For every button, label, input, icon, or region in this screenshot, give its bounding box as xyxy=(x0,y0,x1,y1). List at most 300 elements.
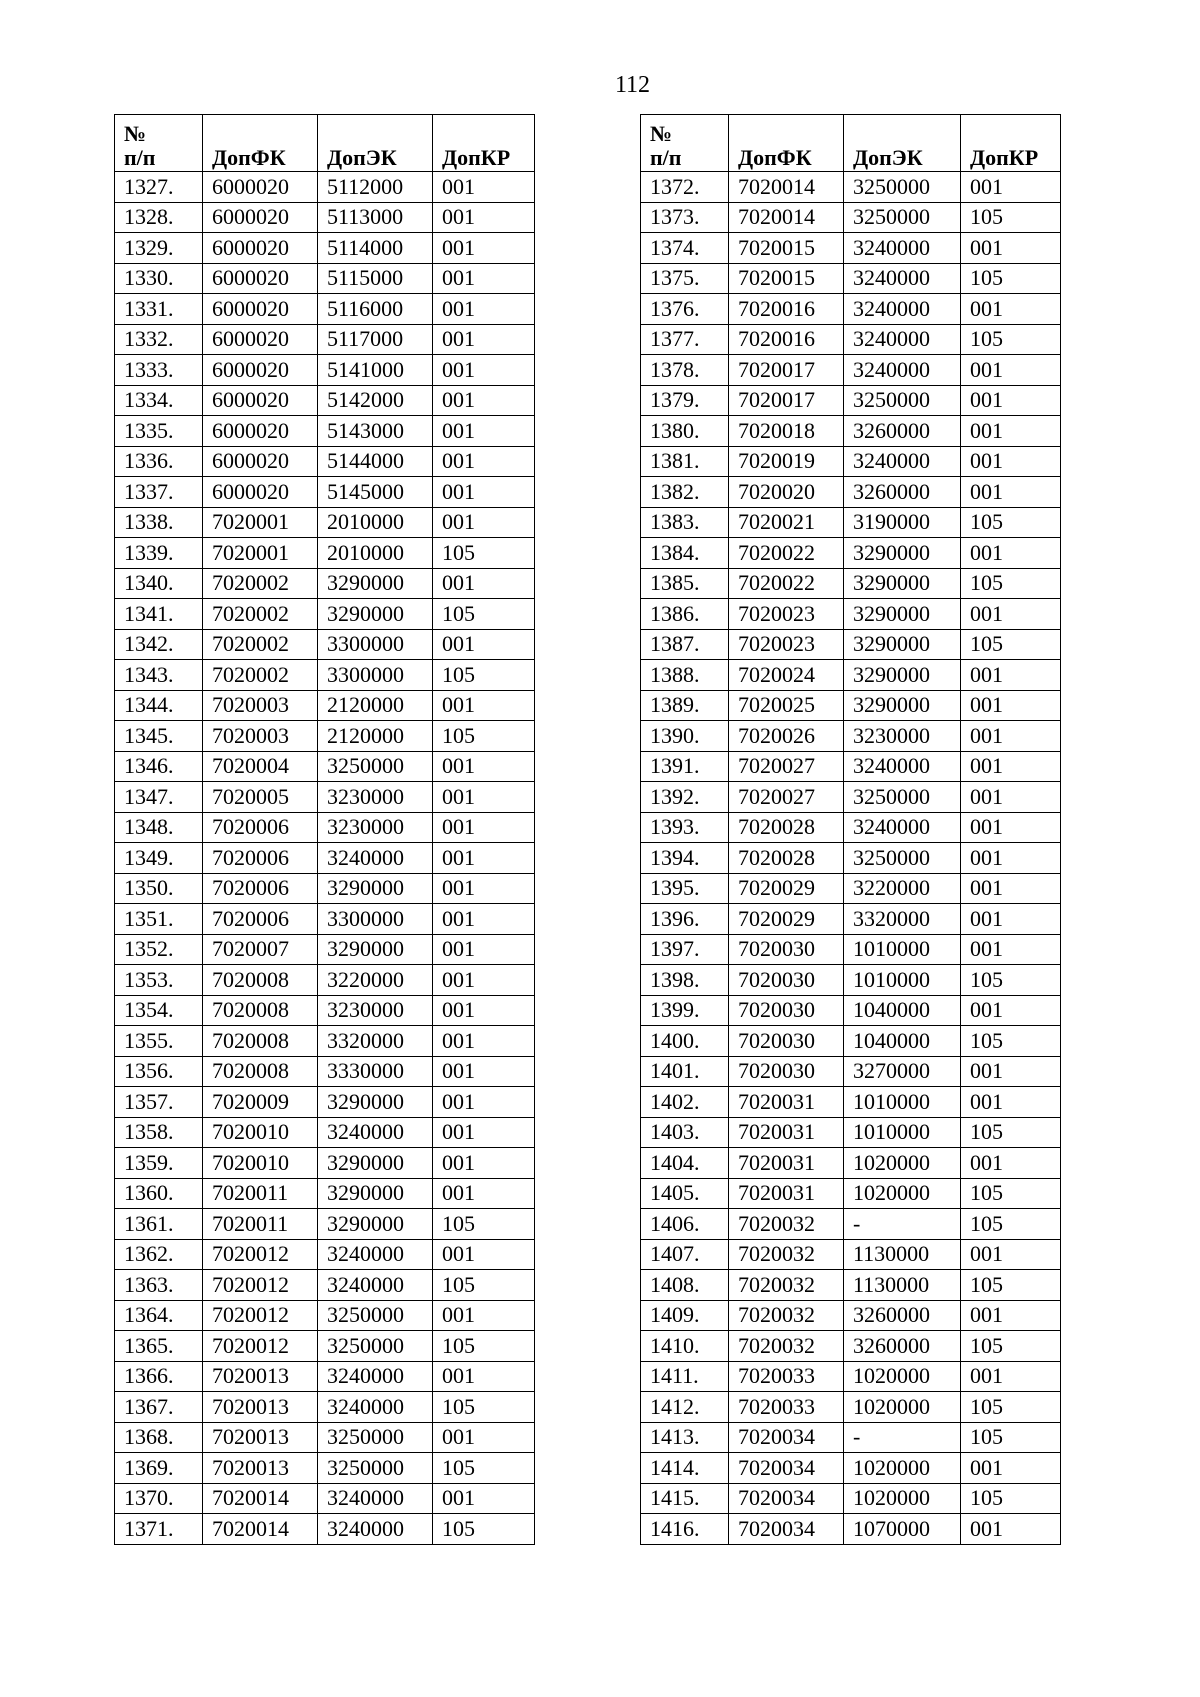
cell-number: 1416. xyxy=(641,1514,729,1545)
cell-dop-fk: 7020009 xyxy=(203,1087,318,1118)
cell-dop-fk: 7020033 xyxy=(729,1392,844,1423)
cell-dop-ek: 5113000 xyxy=(318,202,433,233)
cell-number: 1410. xyxy=(641,1331,729,1362)
cell-dop-ek: 2120000 xyxy=(318,690,433,721)
cell-dop-kr: 001 xyxy=(433,172,535,203)
table-row xyxy=(115,1361,535,1392)
cell-dop-fk: 7020032 xyxy=(729,1331,844,1362)
cell-dop-kr: 001 xyxy=(961,782,1061,813)
cell-dop-fk: 7020030 xyxy=(729,965,844,996)
cell-number: 1373. xyxy=(641,202,729,233)
cell-dop-fk: 7020029 xyxy=(729,904,844,935)
header-dop-kr: ДопКР xyxy=(961,115,1061,172)
cell-dop-fk: 7020030 xyxy=(729,1026,844,1057)
cell-dop-fk: 7020013 xyxy=(203,1422,318,1453)
table-row xyxy=(115,416,535,447)
table-row xyxy=(115,690,535,721)
cell-number: 1348. xyxy=(115,812,203,843)
cell-number: 1339. xyxy=(115,538,203,569)
table-row xyxy=(641,385,1061,416)
cell-dop-fk: 7020008 xyxy=(203,1056,318,1087)
cell-number: 1333. xyxy=(115,355,203,386)
cell-dop-ek: 1130000 xyxy=(844,1239,961,1270)
cell-number: 1390. xyxy=(641,721,729,752)
cell-number: 1361. xyxy=(115,1209,203,1240)
cell-number: 1359. xyxy=(115,1148,203,1179)
cell-dop-kr: 001 xyxy=(433,263,535,294)
cell-dop-fk: 7020010 xyxy=(203,1148,318,1179)
cell-number: 1397. xyxy=(641,934,729,965)
cell-dop-kr: 001 xyxy=(961,904,1061,935)
cell-dop-fk: 7020014 xyxy=(203,1514,318,1545)
header-dop-kr: ДопКР xyxy=(433,115,535,172)
cell-dop-fk: 7020012 xyxy=(203,1331,318,1362)
cell-dop-kr: 001 xyxy=(961,995,1061,1026)
cell-dop-kr: 105 xyxy=(433,1331,535,1362)
cell-dop-ek: 3300000 xyxy=(318,660,433,691)
cell-dop-kr: 001 xyxy=(961,934,1061,965)
cell-dop-kr: 001 xyxy=(961,1361,1061,1392)
cell-dop-ek: 3290000 xyxy=(318,934,433,965)
table-row xyxy=(641,294,1061,325)
cell-dop-kr: 105 xyxy=(433,1514,535,1545)
cell-number: 1345. xyxy=(115,721,203,752)
cell-dop-kr: 105 xyxy=(961,1422,1061,1453)
cell-dop-ek: 3320000 xyxy=(844,904,961,935)
cell-dop-ek: 1020000 xyxy=(844,1361,961,1392)
cell-dop-kr: 105 xyxy=(961,965,1061,996)
table-row xyxy=(115,233,535,264)
cell-dop-ek: 3290000 xyxy=(318,1178,433,1209)
cell-number: 1347. xyxy=(115,782,203,813)
cell-number: 1387. xyxy=(641,629,729,660)
cell-dop-kr: 105 xyxy=(961,202,1061,233)
cell-dop-kr: 001 xyxy=(433,1178,535,1209)
cell-dop-ek: 3290000 xyxy=(318,1209,433,1240)
cell-number: 1363. xyxy=(115,1270,203,1301)
table-row xyxy=(641,660,1061,691)
table-row xyxy=(115,904,535,935)
cell-dop-fk: 6000020 xyxy=(203,324,318,355)
cell-dop-kr: 001 xyxy=(961,812,1061,843)
cell-dop-kr: 105 xyxy=(961,1117,1061,1148)
cell-dop-fk: 6000020 xyxy=(203,446,318,477)
page-number: 112 xyxy=(614,72,651,98)
cell-dop-kr: 001 xyxy=(433,324,535,355)
cell-dop-kr: 105 xyxy=(433,538,535,569)
table-row xyxy=(641,324,1061,355)
cell-number: 1394. xyxy=(641,843,729,874)
cell-dop-fk: 7020034 xyxy=(729,1453,844,1484)
cell-dop-ek: 1020000 xyxy=(844,1483,961,1514)
cell-number: 1358. xyxy=(115,1117,203,1148)
cell-dop-kr: 105 xyxy=(433,1209,535,1240)
cell-number: 1389. xyxy=(641,690,729,721)
cell-dop-ek: 3290000 xyxy=(844,568,961,599)
cell-number: 1331. xyxy=(115,294,203,325)
cell-dop-fk: 7020018 xyxy=(729,416,844,447)
cell-dop-fk: 7020031 xyxy=(729,1178,844,1209)
table-row xyxy=(641,1087,1061,1118)
cell-number: 1353. xyxy=(115,965,203,996)
codes-table-left xyxy=(114,114,535,1545)
cell-dop-kr: 001 xyxy=(961,1056,1061,1087)
header-number-sign: № xyxy=(650,121,673,146)
cell-number: 1371. xyxy=(115,1514,203,1545)
table-row xyxy=(115,751,535,782)
cell-dop-kr: 001 xyxy=(433,1483,535,1514)
cell-dop-kr: 105 xyxy=(961,507,1061,538)
table-row xyxy=(641,843,1061,874)
cell-dop-ek: 5145000 xyxy=(318,477,433,508)
cell-dop-kr: 001 xyxy=(961,233,1061,264)
table-row xyxy=(115,934,535,965)
cell-dop-fk: 7020002 xyxy=(203,599,318,630)
cell-dop-ek: 5142000 xyxy=(318,385,433,416)
cell-dop-ek: 1020000 xyxy=(844,1178,961,1209)
cell-dop-kr: 001 xyxy=(961,1239,1061,1270)
table-row xyxy=(115,782,535,813)
cell-dop-fk: 6000020 xyxy=(203,355,318,386)
cell-dop-kr: 105 xyxy=(433,1453,535,1484)
cell-dop-fk: 7020002 xyxy=(203,568,318,599)
cell-dop-kr: 105 xyxy=(433,599,535,630)
cell-dop-ek: 3260000 xyxy=(844,1331,961,1362)
cell-dop-fk: 7020012 xyxy=(203,1239,318,1270)
cell-dop-ek: 3240000 xyxy=(844,294,961,325)
cell-dop-kr: 001 xyxy=(961,721,1061,752)
cell-number: 1398. xyxy=(641,965,729,996)
cell-dop-fk: 7020022 xyxy=(729,568,844,599)
cell-dop-fk: 7020012 xyxy=(203,1270,318,1301)
cell-number: 1385. xyxy=(641,568,729,599)
cell-dop-ek: 3290000 xyxy=(318,1087,433,1118)
table-row xyxy=(115,1178,535,1209)
cell-dop-ek: 5114000 xyxy=(318,233,433,264)
cell-dop-ek: 3290000 xyxy=(844,660,961,691)
cell-dop-fk: 6000020 xyxy=(203,263,318,294)
cell-number: 1400. xyxy=(641,1026,729,1057)
cell-number: 1403. xyxy=(641,1117,729,1148)
cell-dop-kr: 001 xyxy=(433,477,535,508)
table-row xyxy=(115,873,535,904)
header-number-sign: № xyxy=(124,121,147,146)
cell-dop-kr: 001 xyxy=(433,294,535,325)
cell-dop-fk: 7020028 xyxy=(729,843,844,874)
cell-number: 1375. xyxy=(641,263,729,294)
cell-dop-kr: 001 xyxy=(961,385,1061,416)
cell-dop-kr: 001 xyxy=(433,1148,535,1179)
table-row xyxy=(641,1361,1061,1392)
cell-dop-kr: 001 xyxy=(961,1300,1061,1331)
header-number xyxy=(641,115,729,172)
table-row xyxy=(115,172,535,203)
cell-dop-ek: 5112000 xyxy=(318,172,433,203)
cell-dop-fk: 7020031 xyxy=(729,1148,844,1179)
cell-dop-kr: 001 xyxy=(433,355,535,386)
table-row xyxy=(115,599,535,630)
table-row xyxy=(641,446,1061,477)
table-row xyxy=(641,1331,1061,1362)
cell-dop-fk: 7020032 xyxy=(729,1300,844,1331)
cell-dop-kr: 001 xyxy=(433,1361,535,1392)
cell-dop-kr: 001 xyxy=(961,446,1061,477)
table-row xyxy=(115,355,535,386)
cell-number: 1401. xyxy=(641,1056,729,1087)
table-body xyxy=(641,172,1061,1545)
header-number-label: п/п xyxy=(124,145,156,170)
table-row xyxy=(115,1148,535,1179)
cell-number: 1328. xyxy=(115,202,203,233)
cell-dop-ek: - xyxy=(844,1209,961,1240)
cell-dop-fk: 6000020 xyxy=(203,294,318,325)
cell-dop-ek: 3250000 xyxy=(844,172,961,203)
cell-dop-kr: 001 xyxy=(961,477,1061,508)
table-row xyxy=(641,263,1061,294)
header-number xyxy=(115,115,203,172)
table-row xyxy=(641,1209,1061,1240)
table-row xyxy=(641,172,1061,203)
table-row xyxy=(641,629,1061,660)
cell-number: 1380. xyxy=(641,416,729,447)
table-body xyxy=(115,172,535,1545)
cell-dop-ek: 3260000 xyxy=(844,416,961,447)
table-row xyxy=(641,1514,1061,1545)
cell-dop-kr: 001 xyxy=(433,812,535,843)
cell-dop-fk: 6000020 xyxy=(203,477,318,508)
cell-dop-fk: 7020031 xyxy=(729,1117,844,1148)
cell-dop-fk: 7020011 xyxy=(203,1209,318,1240)
cell-dop-kr: 001 xyxy=(433,934,535,965)
table-row xyxy=(641,782,1061,813)
table-row xyxy=(115,568,535,599)
cell-dop-fk: 7020001 xyxy=(203,538,318,569)
table-row xyxy=(641,1178,1061,1209)
cell-dop-kr: 105 xyxy=(961,568,1061,599)
cell-dop-kr: 105 xyxy=(961,629,1061,660)
cell-dop-ek: 3240000 xyxy=(318,1483,433,1514)
cell-dop-fk: 7020023 xyxy=(729,599,844,630)
cell-number: 1382. xyxy=(641,477,729,508)
cell-dop-ek: 3290000 xyxy=(318,873,433,904)
cell-dop-fk: 7020022 xyxy=(729,538,844,569)
cell-number: 1336. xyxy=(115,446,203,477)
table-row xyxy=(641,1239,1061,1270)
cell-dop-ek: 3250000 xyxy=(318,751,433,782)
table-row xyxy=(641,1117,1061,1148)
cell-dop-ek: 3240000 xyxy=(318,843,433,874)
table-row xyxy=(641,507,1061,538)
cell-dop-fk: 7020011 xyxy=(203,1178,318,1209)
cell-dop-kr: 001 xyxy=(961,751,1061,782)
cell-dop-ek: 3260000 xyxy=(844,477,961,508)
cell-dop-kr: 001 xyxy=(961,172,1061,203)
table-row xyxy=(115,446,535,477)
table-row xyxy=(641,538,1061,569)
cell-dop-ek: 1020000 xyxy=(844,1148,961,1179)
table-row xyxy=(115,965,535,996)
cell-dop-fk: 6000020 xyxy=(203,172,318,203)
cell-number: 1332. xyxy=(115,324,203,355)
table-row xyxy=(641,1300,1061,1331)
cell-dop-kr: 105 xyxy=(961,1026,1061,1057)
cell-dop-ek: 5117000 xyxy=(318,324,433,355)
table-row xyxy=(641,1483,1061,1514)
cell-dop-ek: 1130000 xyxy=(844,1270,961,1301)
cell-dop-fk: 7020029 xyxy=(729,873,844,904)
cell-number: 1368. xyxy=(115,1422,203,1453)
table-row xyxy=(115,385,535,416)
cell-dop-ek: 3240000 xyxy=(318,1270,433,1301)
cell-dop-kr: 105 xyxy=(961,1178,1061,1209)
table-row xyxy=(641,1453,1061,1484)
cell-dop-ek: 3240000 xyxy=(844,812,961,843)
cell-number: 1392. xyxy=(641,782,729,813)
table-row xyxy=(641,812,1061,843)
cell-dop-kr: 105 xyxy=(961,263,1061,294)
table-row xyxy=(641,1392,1061,1423)
cell-number: 1395. xyxy=(641,873,729,904)
cell-dop-kr: 001 xyxy=(433,1239,535,1270)
cell-dop-fk: 7020016 xyxy=(729,324,844,355)
cell-dop-ek: 5143000 xyxy=(318,416,433,447)
cell-dop-fk: 7020032 xyxy=(729,1270,844,1301)
cell-number: 1367. xyxy=(115,1392,203,1423)
table-row xyxy=(115,1209,535,1240)
cell-dop-ek: 3290000 xyxy=(318,599,433,630)
cell-dop-fk: 7020034 xyxy=(729,1422,844,1453)
cell-dop-ek: 3230000 xyxy=(318,812,433,843)
cell-dop-kr: 105 xyxy=(433,1270,535,1301)
table-row xyxy=(115,1270,535,1301)
cell-number: 1342. xyxy=(115,629,203,660)
table-row xyxy=(115,1026,535,1057)
cell-dop-fk: 7020014 xyxy=(729,172,844,203)
cell-number: 1402. xyxy=(641,1087,729,1118)
cell-dop-kr: 001 xyxy=(433,385,535,416)
table-row xyxy=(115,812,535,843)
table-row xyxy=(641,355,1061,386)
table-row xyxy=(641,751,1061,782)
cell-dop-kr: 105 xyxy=(433,1392,535,1423)
cell-dop-fk: 7020032 xyxy=(729,1239,844,1270)
cell-number: 1356. xyxy=(115,1056,203,1087)
cell-dop-kr: 001 xyxy=(961,1087,1061,1118)
cell-dop-ek: 3240000 xyxy=(318,1239,433,1270)
cell-dop-kr: 001 xyxy=(961,690,1061,721)
cell-dop-fk: 7020013 xyxy=(203,1453,318,1484)
cell-dop-fk: 7020005 xyxy=(203,782,318,813)
cell-dop-fk: 7020002 xyxy=(203,629,318,660)
table-row xyxy=(641,1422,1061,1453)
cell-number: 1384. xyxy=(641,538,729,569)
cell-number: 1404. xyxy=(641,1148,729,1179)
cell-number: 1374. xyxy=(641,233,729,264)
table-row xyxy=(641,934,1061,965)
table-row xyxy=(115,721,535,752)
table-row xyxy=(115,843,535,874)
table-row xyxy=(115,1087,535,1118)
cell-dop-ek: 1010000 xyxy=(844,1117,961,1148)
cell-dop-kr: 001 xyxy=(961,1453,1061,1484)
cell-dop-fk: 7020003 xyxy=(203,721,318,752)
cell-dop-ek: 1010000 xyxy=(844,1087,961,1118)
table-row xyxy=(115,1514,535,1545)
table-row xyxy=(641,1026,1061,1057)
cell-dop-ek: 3300000 xyxy=(318,629,433,660)
cell-number: 1349. xyxy=(115,843,203,874)
table-row xyxy=(641,995,1061,1026)
cell-dop-fk: 7020017 xyxy=(729,355,844,386)
cell-dop-ek: 3250000 xyxy=(844,385,961,416)
cell-dop-fk: 6000020 xyxy=(203,416,318,447)
cell-number: 1379. xyxy=(641,385,729,416)
cell-number: 1399. xyxy=(641,995,729,1026)
cell-dop-fk: 7020008 xyxy=(203,995,318,1026)
cell-dop-fk: 7020006 xyxy=(203,873,318,904)
cell-dop-fk: 7020020 xyxy=(729,477,844,508)
cell-dop-ek: 3240000 xyxy=(844,233,961,264)
cell-dop-kr: 001 xyxy=(433,1026,535,1057)
cell-dop-ek: 3230000 xyxy=(844,721,961,752)
cell-number: 1327. xyxy=(115,172,203,203)
cell-number: 1338. xyxy=(115,507,203,538)
cell-dop-kr: 105 xyxy=(961,1392,1061,1423)
table-row xyxy=(641,599,1061,630)
cell-number: 1413. xyxy=(641,1422,729,1453)
cell-number: 1357. xyxy=(115,1087,203,1118)
cell-number: 1381. xyxy=(641,446,729,477)
cell-dop-kr: 105 xyxy=(433,721,535,752)
cell-dop-kr: 001 xyxy=(433,782,535,813)
cell-dop-kr: 001 xyxy=(433,751,535,782)
cell-dop-fk: 6000020 xyxy=(203,202,318,233)
cell-dop-fk: 7020026 xyxy=(729,721,844,752)
cell-dop-kr: 001 xyxy=(961,1514,1061,1545)
table-row xyxy=(115,1117,535,1148)
cell-dop-ek: 3190000 xyxy=(844,507,961,538)
table-row xyxy=(641,721,1061,752)
table-header xyxy=(115,115,535,172)
cell-dop-ek: 5141000 xyxy=(318,355,433,386)
cell-number: 1337. xyxy=(115,477,203,508)
cell-number: 1329. xyxy=(115,233,203,264)
table-row xyxy=(115,538,535,569)
cell-dop-kr: 001 xyxy=(433,965,535,996)
cell-dop-ek: 3230000 xyxy=(318,782,433,813)
cell-number: 1334. xyxy=(115,385,203,416)
cell-dop-kr: 001 xyxy=(961,538,1061,569)
cell-number: 1408. xyxy=(641,1270,729,1301)
cell-dop-ek: 3290000 xyxy=(844,690,961,721)
cell-dop-fk: 7020003 xyxy=(203,690,318,721)
cell-number: 1350. xyxy=(115,873,203,904)
table-row xyxy=(115,629,535,660)
cell-number: 1409. xyxy=(641,1300,729,1331)
cell-dop-fk: 7020034 xyxy=(729,1483,844,1514)
cell-dop-ek: 5115000 xyxy=(318,263,433,294)
table-row xyxy=(641,477,1061,508)
cell-dop-ek: 3220000 xyxy=(318,965,433,996)
table-row xyxy=(115,294,535,325)
cell-dop-kr: 105 xyxy=(961,324,1061,355)
cell-dop-kr: 001 xyxy=(433,568,535,599)
cell-dop-ek: 3240000 xyxy=(844,324,961,355)
cell-dop-ek: 3290000 xyxy=(318,568,433,599)
cell-dop-ek: 3300000 xyxy=(318,904,433,935)
cell-number: 1365. xyxy=(115,1331,203,1362)
cell-dop-kr: 001 xyxy=(961,873,1061,904)
